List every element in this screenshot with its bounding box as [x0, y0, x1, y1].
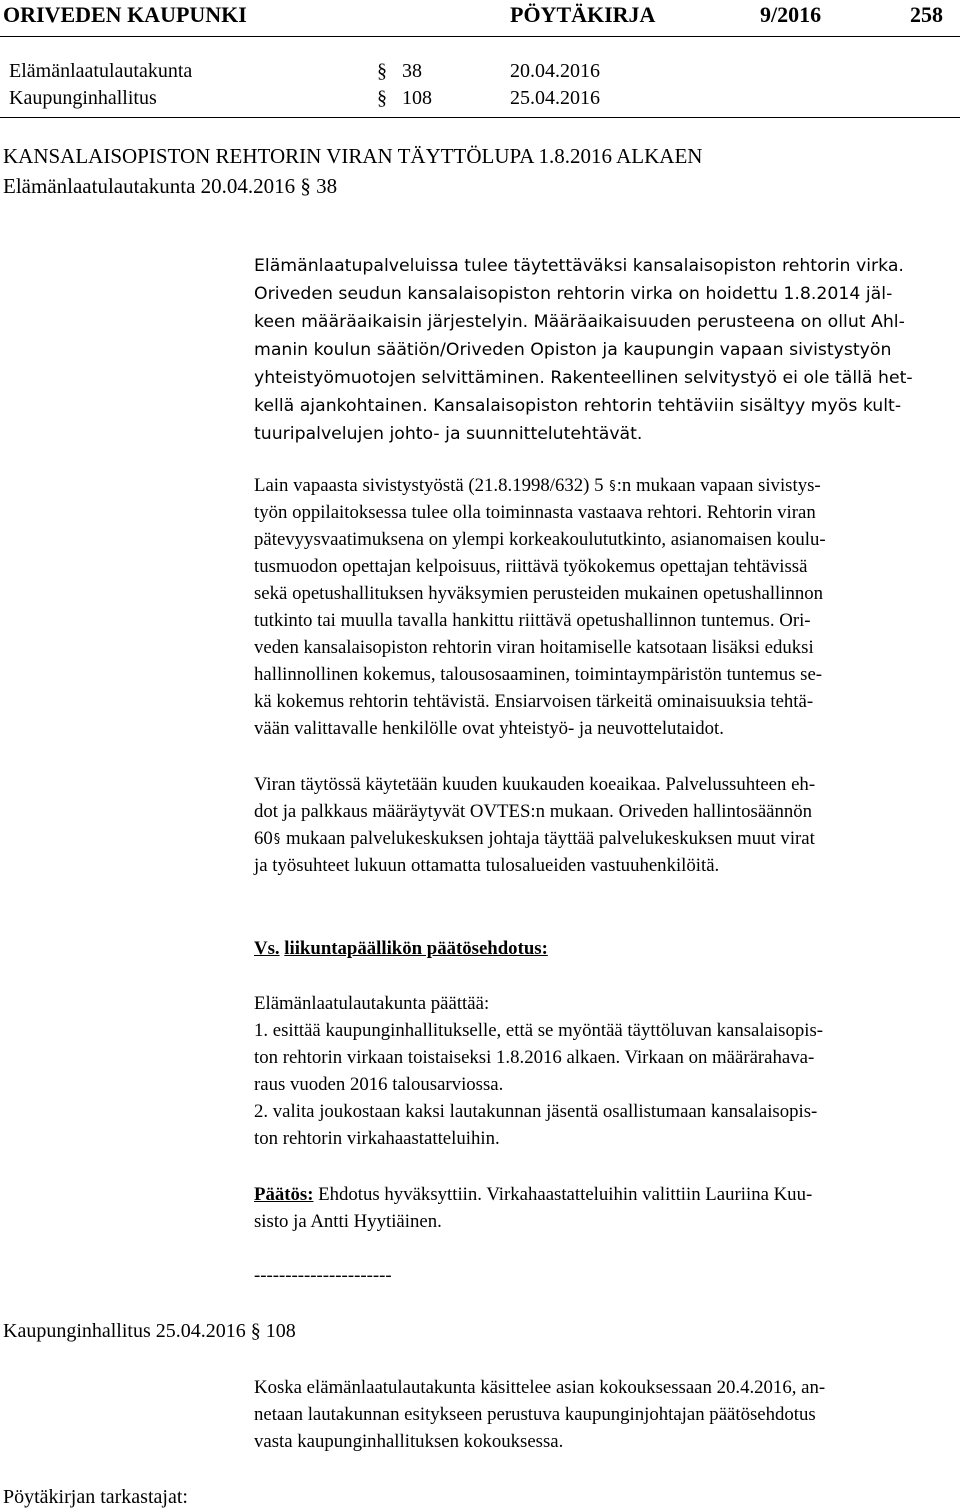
section-sign-icon: § — [377, 60, 387, 82]
meeting-body-2: Kaupunginhallitus — [9, 87, 157, 109]
decision-label: Päätös: — [254, 1184, 314, 1205]
para4-line: vasta kaupunginhallituksen kokouksessa. — [254, 1431, 564, 1452]
para2-line: hallinnollinen kokemus, talousosaaminen, toimintaympäristön tuntemus se- — [254, 664, 823, 685]
para2-line: tusmuodon opettajan kelpoisuus, riittävä työkokemus opettajan tehtävissä — [254, 556, 808, 577]
section2-heading — [3, 1320, 296, 1343]
para3-line: Viran täytössä käytetään kuuden kuukauden koeaikaa. Palvelussuhteen eh- — [254, 774, 816, 795]
para1-line: yhteistyömuotojen selvittäminen. Rakenteellinen selvitystyö ei ole tällä het- — [254, 368, 913, 388]
para1-line: tuuripalvelujen johto- ja suunnittelutehtävät. — [254, 424, 643, 444]
section-sign-icon: § — [377, 87, 387, 109]
para1-line: kellä ajankohtainen. Kansalaisopiston rehtorin tehtäviin sisältyy myös kult- — [254, 396, 902, 416]
section-sign-icon: § — [609, 479, 616, 494]
meeting-number-2: 108 — [402, 87, 432, 109]
para2-text-b: :n mukaan vapaan sivistys- — [616, 475, 821, 496]
issue-number: 9/2016 — [760, 2, 822, 27]
section1-heading — [3, 174, 337, 199]
separator-line: ---------------------- — [254, 1265, 392, 1286]
proposal-heading-prefix: Vs. — [254, 938, 280, 959]
meeting-date-1: 20.04.2016 — [510, 60, 600, 82]
para2-text-a: Lain vapaasta sivistystyöstä (21.8.1998/632) 5 — [254, 475, 604, 496]
meeting-date-2: 25.04.2016 — [510, 87, 600, 109]
proposal-heading-text: liikuntapäällikön päätösehdotus: — [284, 938, 548, 959]
proposal-line: 2. valita joukostaan kaksi lautakunnan jäsentä osallistumaan kansalaisopis- — [254, 1101, 818, 1122]
para1-line: keen määräaikaisin järjestelyin. Määräaikaisuuden perusteena on ollut Ahl- — [254, 312, 905, 332]
section2-label: Kaupunginhallitus 25.04.2016 — [3, 1320, 246, 1342]
para1-line: Oriveden seudun kansalaisopiston rehtorin virka on hoidettu 1.8.2014 jäl- — [254, 284, 893, 304]
para2-line: työn oppilaitoksessa tulee olla toiminnasta vastaava rehtori. Rehtorin viran — [254, 502, 816, 523]
para3-line: dot ja palkkaus määräytyvät OVTES:n mukaan. Oriveden hallintosäännön — [254, 801, 813, 822]
para3-sect-line — [254, 828, 815, 850]
para2-line: pätevyysvaatimuksena on ylempi korkeakoulututkinto, asianomaisen koulu- — [254, 529, 826, 550]
para2-line: vään valittavalle henkilölle ovat yhteistyö- ja neuvottelutaidot. — [254, 718, 724, 739]
para2-first-line — [254, 475, 821, 497]
para2-line: sekä opetushallituksen hyväksymien perusteiden mukainen opetushallinnon — [254, 583, 824, 604]
para3-sect-number: 60 — [254, 828, 273, 849]
meeting-body-1: Elämänlaatulautakunta — [9, 60, 193, 82]
org-name: ORIVEDEN KAUPUNKI — [3, 2, 247, 27]
para2-line: veden kansalaisopiston rehtorin viran hoitamiselle katsotaan lisäksi eduksi — [254, 637, 814, 658]
proposal-line: raus vuoden 2016 talousarviossa. — [254, 1074, 504, 1095]
para3-sect-text: mukaan palvelukeskuksen johtaja täyttää palvelukeskuksen muut virat — [285, 828, 815, 849]
page-number: 258 — [910, 2, 943, 27]
section-sign-icon: § — [273, 832, 281, 847]
proposal-line: ton rehtorin virkaan toistaiseksi 1.8.2016 alkaen. Virkaan on määrärahava- — [254, 1047, 815, 1068]
doc-type: PÖYTÄKIRJA — [510, 2, 656, 27]
proposal-line: ton rehtorin virkahaastatteluihin. — [254, 1128, 500, 1149]
section1-label: Elämänlaatulautakunta 20.04.2016 — [3, 174, 296, 198]
section1-number: 38 — [316, 174, 338, 198]
para3-line: ja työsuhteet lukuun ottamatta tulosalueiden vastuuhenkilöitä. — [254, 855, 720, 876]
reviewers-label: Pöytäkirjan tarkastajat: — [3, 1486, 188, 1508]
header-rule — [0, 36, 960, 37]
proposal-line: 1. esittää kaupunginhallitukselle, että se myöntää täyttöluvan kansalaisopis- — [254, 1020, 824, 1041]
document-title: KANSALAISOPISTON REHTORIN VIRAN TÄYTTÖLUPA 1.8.2016 ALKAEN — [3, 144, 703, 168]
para2-line: kä kokemus rehtorin tehtävistä. Ensiarvoisen tärkeitä ominaisuuksia tehtä- — [254, 691, 814, 712]
para4-line: netaan lautakunnan esitykseen perustuva kaupunginjohtajan päätösehdotus — [254, 1404, 816, 1425]
para2-line: tutkinto tai muulla tavalla hankittu riittävä opetushallinnon tuntemus. Ori- — [254, 610, 811, 631]
section-sign-icon: § — [250, 1320, 261, 1342]
decision-text: Ehdotus hyväksyttiin. Virkahaastatteluihin valittiin Lauriina Kuu- — [313, 1184, 813, 1205]
decision-line — [254, 1184, 812, 1206]
proposal-heading — [254, 938, 548, 960]
section2-number: 108 — [265, 1320, 296, 1342]
meta-rule — [0, 117, 960, 118]
meeting-number-1: 38 — [402, 60, 422, 82]
para4-line: Koska elämänlaatulautakunta käsittelee asian kokouksessaan 20.4.2016, an- — [254, 1377, 826, 1398]
decides-label: Elämänlaatulautakunta päättää: — [254, 993, 490, 1014]
decision-line-2: sisto ja Antti Hyytiäinen. — [254, 1211, 442, 1232]
section-sign-icon: § — [300, 174, 311, 198]
para1-line: Elämänlaatupalveluissa tulee täytettäväksi kansalaisopiston rehtorin virka. — [254, 256, 904, 276]
para1-line: manin koulun säätiön/Oriveden Opiston ja kaupungin vapaan sivistystyön — [254, 340, 892, 360]
